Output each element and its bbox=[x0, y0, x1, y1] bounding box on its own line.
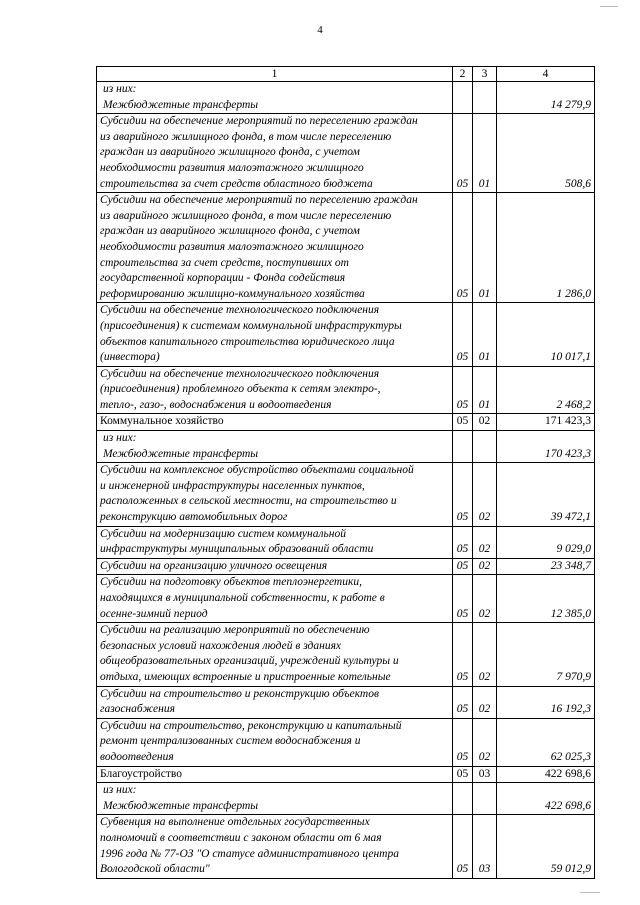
row-name bbox=[97, 431, 453, 463]
row-amount: 62 025,3 bbox=[497, 718, 595, 766]
row-name-line: отдыха, имеющих встроенные и пристроенные котельные bbox=[100, 670, 391, 683]
row-name-line: Субвенция на выполнение отдельных государственных bbox=[100, 816, 370, 829]
row-subsection-code: 02 bbox=[473, 718, 497, 766]
row-name-line: из них: bbox=[103, 83, 137, 95]
row-name-line: 1996 года № 77-ОЗ "О статусе административного центра bbox=[100, 847, 399, 860]
row-section-code: 05 bbox=[453, 303, 473, 366]
row-name-line: Субсидии на модернизацию систем коммунальной bbox=[100, 527, 346, 540]
row-subsection-code bbox=[473, 783, 497, 815]
row-name-line: полномочий в соответствии с законом области от 6 мая bbox=[100, 831, 382, 844]
row-amount: 1 286,0 bbox=[497, 193, 595, 303]
row-section-code: 05 bbox=[453, 414, 473, 431]
row-name-line: Субсидии на строительство и реконструкцию объектов bbox=[100, 687, 379, 700]
header-col-3: 3 bbox=[473, 67, 497, 82]
row-name-line: Субсидии на обеспечение технологического подключения bbox=[100, 304, 380, 317]
row-amount: 170 423,3 bbox=[497, 431, 595, 463]
row-name bbox=[97, 575, 453, 623]
row-name-line: находящихся в муниципальной собственности, к работе в bbox=[100, 592, 385, 604]
row-name-line: Благоустройство bbox=[100, 767, 182, 780]
table-body bbox=[97, 82, 595, 879]
row-section-code: 05 bbox=[453, 718, 473, 766]
budget-table bbox=[96, 66, 595, 879]
row-name-line: инфраструктуры муниципальных образований области bbox=[100, 543, 374, 556]
row-name-line: Субсидии на реализацию мероприятий по обеспечению bbox=[100, 624, 370, 637]
row-name-line: ремонт централизованных систем водоснабжения и bbox=[100, 735, 361, 748]
row-name-line: граждан из аварийного жилищного фонда, с учетом bbox=[100, 146, 360, 159]
row-subsection-code bbox=[473, 431, 497, 463]
header-row bbox=[97, 67, 595, 82]
table-row bbox=[97, 414, 595, 431]
row-name bbox=[97, 114, 453, 193]
table-row bbox=[97, 303, 595, 366]
row-section-code: 05 bbox=[453, 526, 473, 558]
row-amount: 508,6 bbox=[497, 114, 595, 193]
row-subsection-code: 01 bbox=[473, 114, 497, 193]
row-subsection-code: 03 bbox=[473, 815, 497, 878]
row-section-code: 05 bbox=[453, 623, 473, 686]
row-name-line: осенне-зимний период bbox=[100, 607, 208, 620]
row-name-line: государственной корпорации - Фонда содействия bbox=[100, 272, 346, 285]
row-subsection-code: 02 bbox=[473, 414, 497, 431]
row-name-line: Субсидии на комплексное обустройство объектами социальной bbox=[100, 464, 414, 477]
table-row bbox=[97, 815, 595, 878]
row-name-line: необходимости развития малоэтажного жилищного bbox=[100, 240, 364, 253]
page-number: 4 bbox=[317, 24, 323, 36]
row-subsection-code: 02 bbox=[473, 463, 497, 526]
table-row bbox=[97, 558, 595, 575]
row-amount: 9 029,0 bbox=[497, 526, 595, 558]
header-col-1: 1 bbox=[97, 67, 453, 82]
row-name bbox=[97, 303, 453, 366]
row-section-code bbox=[453, 82, 473, 114]
scan-foot-mark bbox=[580, 888, 600, 893]
row-name-line: необходимости развития малоэтажного жилищного bbox=[100, 161, 364, 174]
row-name-line: Субсидии на обеспечение технологического подключения bbox=[100, 367, 380, 380]
row-name-line: газоснабжения bbox=[100, 703, 175, 716]
table-row bbox=[97, 193, 595, 303]
row-name bbox=[97, 623, 453, 686]
row-amount: 14 279,9 bbox=[497, 82, 595, 114]
row-name-line: из них: bbox=[103, 432, 137, 445]
scan-corner-mark bbox=[600, 0, 618, 7]
row-section-code bbox=[453, 783, 473, 815]
table-row bbox=[97, 431, 595, 463]
row-amount: 59 012,9 bbox=[497, 815, 595, 878]
header-col-2: 2 bbox=[453, 67, 473, 82]
row-subsection-code: 02 bbox=[473, 623, 497, 686]
row-section-code: 05 bbox=[453, 686, 473, 718]
table-row bbox=[97, 686, 595, 718]
row-name-line: Межбюджетные трансферты bbox=[103, 98, 259, 111]
row-name bbox=[97, 718, 453, 766]
row-name-line: (присоединения) к системам коммунальной инфраструктуры bbox=[100, 319, 402, 332]
row-name-line: Субсидии на обеспечение мероприятий по переселению граждан bbox=[100, 115, 418, 128]
row-name bbox=[97, 558, 453, 575]
row-subsection-code: 02 bbox=[473, 558, 497, 575]
row-section-code bbox=[453, 431, 473, 463]
row-name bbox=[97, 366, 453, 414]
row-section-code: 05 bbox=[453, 575, 473, 623]
row-section-code: 05 bbox=[453, 114, 473, 193]
row-name bbox=[97, 414, 453, 431]
row-name-line: из них: bbox=[103, 784, 137, 797]
row-section-code: 05 bbox=[453, 463, 473, 526]
row-name-line: из аварийного жилищного фонда, в том числе переселению bbox=[100, 130, 392, 143]
table-row bbox=[97, 463, 595, 526]
row-name-line: Коммунальное хозяйство bbox=[100, 415, 224, 428]
row-name-line: объектов капитального строительства юридического лица bbox=[100, 335, 395, 348]
row-name-line: строительства за счет средств, поступивших от bbox=[100, 256, 349, 269]
header-col-4: 4 bbox=[497, 67, 595, 82]
row-name bbox=[97, 783, 453, 815]
row-subsection-code: 01 bbox=[473, 303, 497, 366]
row-subsection-code: 01 bbox=[473, 193, 497, 303]
row-amount: 2 468,2 bbox=[497, 366, 595, 414]
row-section-code: 05 bbox=[453, 366, 473, 414]
row-name-line: безопасных условий нахождения людей в зданиях bbox=[100, 639, 342, 652]
row-name bbox=[97, 766, 453, 783]
row-amount: 16 192,3 bbox=[497, 686, 595, 718]
row-name bbox=[97, 463, 453, 526]
row-subsection-code: 02 bbox=[473, 686, 497, 718]
row-amount: 422 698,6 bbox=[497, 783, 595, 815]
table-row bbox=[97, 82, 595, 114]
row-name bbox=[97, 686, 453, 718]
row-subsection-code: 01 bbox=[473, 366, 497, 414]
row-section-code: 05 bbox=[453, 815, 473, 878]
row-name-line: (присоединения) проблемного объекта к сетям электро-, bbox=[100, 383, 381, 396]
table-row bbox=[97, 718, 595, 766]
row-name-line: Субсидии на организацию уличного освещения bbox=[100, 559, 328, 572]
table-row bbox=[97, 526, 595, 558]
row-amount: 422 698,6 bbox=[497, 766, 595, 783]
row-name bbox=[97, 526, 453, 558]
row-amount: 23 348,7 bbox=[497, 558, 595, 575]
row-subsection-code: 03 bbox=[473, 766, 497, 783]
row-name bbox=[97, 815, 453, 878]
row-name-line: и инженерной инфраструктуры населенных пунктов, bbox=[100, 479, 365, 492]
row-amount: 171 423,3 bbox=[497, 414, 595, 431]
row-name-line: Субсидии на строительство, реконструкцию и капитальный bbox=[100, 719, 402, 732]
table-row bbox=[97, 366, 595, 414]
row-name-line: реконструкцию автомобильных дорог bbox=[100, 511, 288, 524]
row-name-line: граждан из аварийного жилищного фонда, с учетом bbox=[100, 225, 360, 238]
row-name-line: Субсидии на обеспечение мероприятий по переселению граждан bbox=[100, 194, 418, 207]
row-name-line: расположенных в сельской местности, на строительство и bbox=[100, 495, 397, 508]
row-name-line: из аварийного жилищного фонда, в том числе переселению bbox=[100, 209, 392, 222]
row-amount: 7 970,9 bbox=[497, 623, 595, 686]
row-section-code: 05 bbox=[453, 766, 473, 783]
row-name-line: общеобразовательных организаций, учреждений культуры и bbox=[100, 655, 399, 668]
table-row bbox=[97, 766, 595, 783]
row-name-line: строительства за счет средств областного бюджета bbox=[100, 177, 373, 190]
table-row bbox=[97, 575, 595, 623]
row-name-line: реформированию жилищно-коммунального хозяйства bbox=[100, 287, 365, 300]
row-section-code: 05 bbox=[453, 558, 473, 575]
row-name-line: тепло-, газо-, водоснабжения и водоотведения bbox=[100, 398, 332, 411]
row-subsection-code: 02 bbox=[473, 575, 497, 623]
table-row bbox=[97, 783, 595, 815]
row-subsection-code: 02 bbox=[473, 526, 497, 558]
row-amount: 12 385,0 bbox=[497, 575, 595, 623]
row-name-line: Межбюджетные трансферты bbox=[103, 799, 259, 812]
row-amount: 39 472,1 bbox=[497, 463, 595, 526]
table-row bbox=[97, 623, 595, 686]
row-name-line: Вологодской области" bbox=[100, 863, 210, 876]
row-name bbox=[97, 82, 453, 114]
row-name-line: (инвестора) bbox=[100, 351, 160, 364]
row-subsection-code bbox=[473, 82, 497, 114]
row-name-line: Субсидии на подготовку объектов теплоэнергетики, bbox=[100, 576, 362, 589]
table-row bbox=[97, 114, 595, 193]
row-name bbox=[97, 193, 453, 303]
row-name-line: водоотведения bbox=[100, 750, 174, 763]
row-section-code: 05 bbox=[453, 193, 473, 303]
row-name-line: Межбюджетные трансферты bbox=[103, 447, 259, 460]
row-amount: 10 017,1 bbox=[497, 303, 595, 366]
